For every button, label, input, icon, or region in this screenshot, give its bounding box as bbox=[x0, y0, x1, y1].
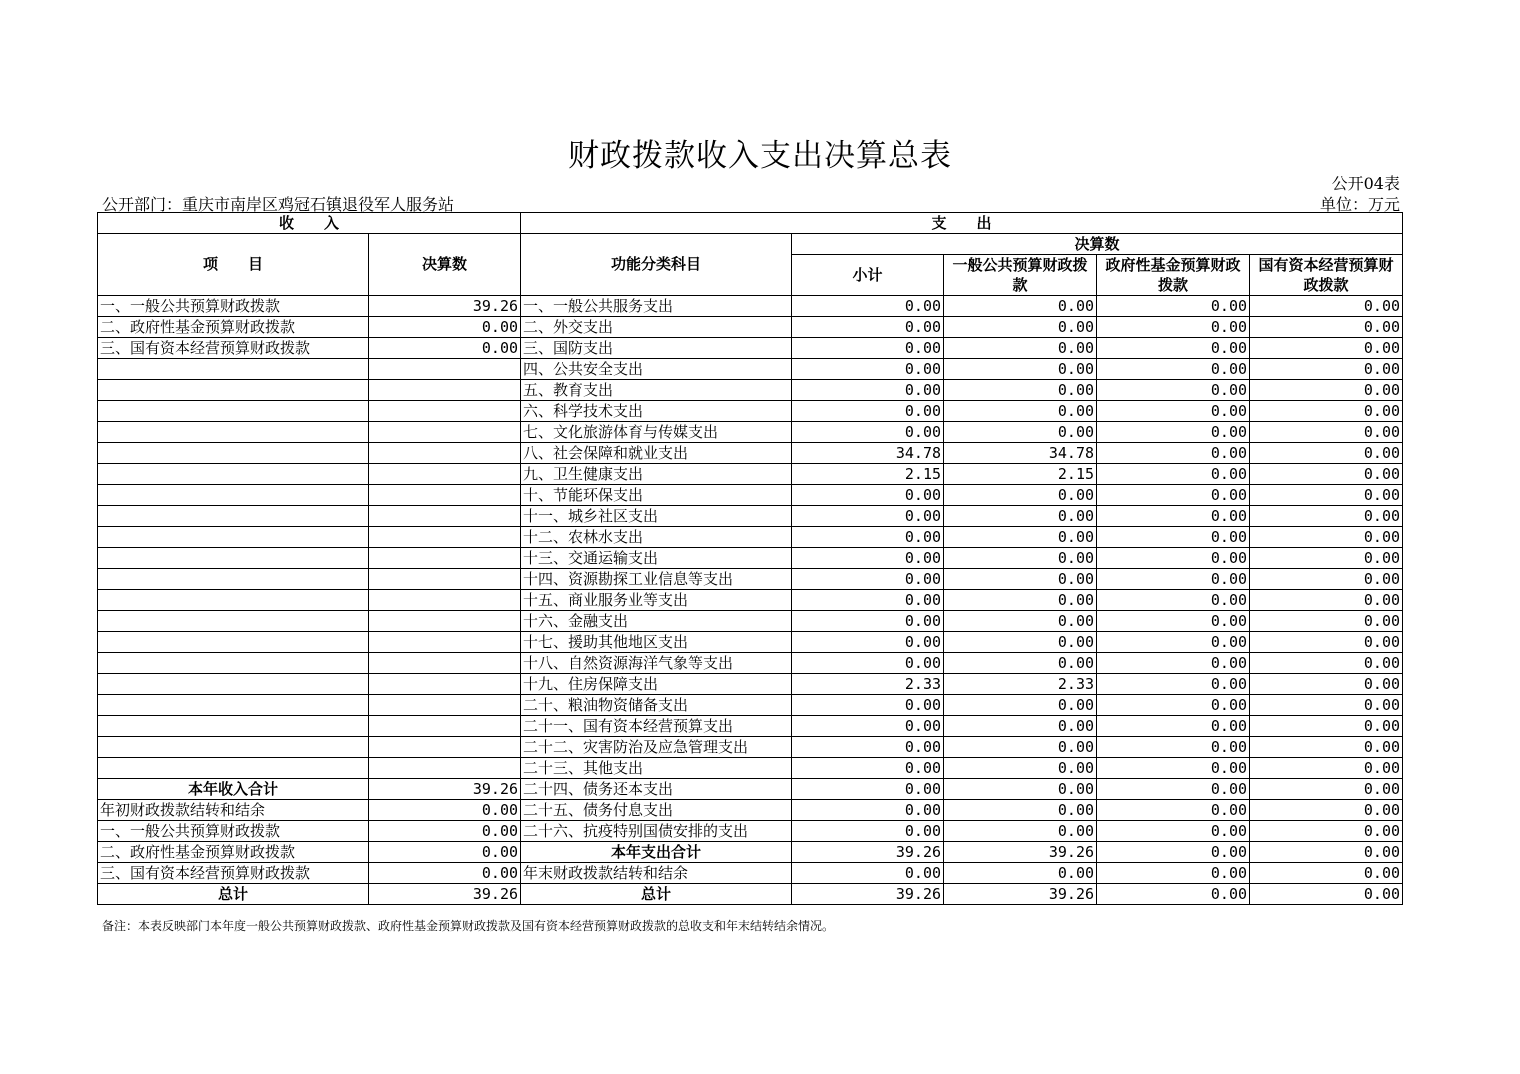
state-capital-cell: 0.00 bbox=[1250, 821, 1403, 842]
expense-category-cell: 二十二、灾害防治及应急管理支出 bbox=[521, 737, 792, 758]
state-capital-cell: 0.00 bbox=[1250, 758, 1403, 779]
subtotal-cell: 0.00 bbox=[792, 695, 944, 716]
income-amount-cell: 0.00 bbox=[369, 338, 521, 359]
income-amount-cell bbox=[369, 695, 521, 716]
table-row bbox=[98, 338, 1403, 359]
expense-category-cell: 二十六、抗疫特别国债安排的支出 bbox=[521, 821, 792, 842]
state-capital-cell: 0.00 bbox=[1250, 338, 1403, 359]
general-budget-cell: 0.00 bbox=[944, 317, 1097, 338]
state-capital-cell: 0.00 bbox=[1250, 611, 1403, 632]
subtotal-cell: 39.26 bbox=[792, 884, 944, 905]
general-budget-cell: 0.00 bbox=[944, 716, 1097, 737]
state-capital-cell: 0.00 bbox=[1250, 863, 1403, 884]
general-budget-cell: 0.00 bbox=[944, 527, 1097, 548]
fund-budget-cell: 0.00 bbox=[1097, 737, 1250, 758]
income-amount-cell bbox=[369, 548, 521, 569]
income-amount-cell bbox=[369, 527, 521, 548]
table-row bbox=[98, 674, 1403, 695]
income-item-cell bbox=[98, 527, 369, 548]
state-capital-cell: 0.00 bbox=[1250, 359, 1403, 380]
fund-budget-cell: 0.00 bbox=[1097, 527, 1250, 548]
state-capital-cell: 0.00 bbox=[1250, 590, 1403, 611]
income-item-cell bbox=[98, 464, 369, 485]
income-amount-cell bbox=[369, 716, 521, 737]
amount-header: 决算数 bbox=[369, 234, 521, 296]
table-row bbox=[98, 359, 1403, 380]
state-capital-cell: 0.00 bbox=[1250, 485, 1403, 506]
income-amount-cell bbox=[369, 569, 521, 590]
income-item-cell bbox=[98, 695, 369, 716]
general-budget-cell: 0.00 bbox=[944, 359, 1097, 380]
state-capital-cell: 0.00 bbox=[1250, 569, 1403, 590]
subtotal-cell: 0.00 bbox=[792, 527, 944, 548]
fund-budget-cell: 0.00 bbox=[1097, 401, 1250, 422]
state-capital-cell: 0.00 bbox=[1250, 380, 1403, 401]
state-capital-cell: 0.00 bbox=[1250, 716, 1403, 737]
subtotal-cell: 0.00 bbox=[792, 485, 944, 506]
subtotal-cell: 0.00 bbox=[792, 611, 944, 632]
table-row bbox=[98, 758, 1403, 779]
subtotal-cell: 0.00 bbox=[792, 317, 944, 338]
table-row bbox=[98, 716, 1403, 737]
income-amount-cell bbox=[369, 506, 521, 527]
expense-category-cell: 十三、交通运输支出 bbox=[521, 548, 792, 569]
general-budget-cell: 0.00 bbox=[944, 758, 1097, 779]
expense-category-cell: 十一、城乡社区支出 bbox=[521, 506, 792, 527]
income-item-cell bbox=[98, 548, 369, 569]
income-amount-cell bbox=[369, 674, 521, 695]
subtotal-cell: 0.00 bbox=[792, 359, 944, 380]
general-budget-cell: 39.26 bbox=[944, 842, 1097, 863]
table-body bbox=[98, 296, 1403, 905]
income-item-cell bbox=[98, 737, 369, 758]
table-row bbox=[98, 863, 1403, 884]
general-budget-cell: 39.26 bbox=[944, 884, 1097, 905]
income-item-cell bbox=[98, 422, 369, 443]
table-row bbox=[98, 800, 1403, 821]
income-amount-cell bbox=[369, 422, 521, 443]
income-amount-cell: 0.00 bbox=[369, 317, 521, 338]
subtotal-cell: 0.00 bbox=[792, 401, 944, 422]
general-budget-cell: 0.00 bbox=[944, 590, 1097, 611]
expense-category-cell: 三、国防支出 bbox=[521, 338, 792, 359]
expense-category-cell: 四、公共安全支出 bbox=[521, 359, 792, 380]
table-row bbox=[98, 485, 1403, 506]
table-row bbox=[98, 401, 1403, 422]
income-item-cell bbox=[98, 401, 369, 422]
subtotal-cell: 2.15 bbox=[792, 464, 944, 485]
table-row bbox=[98, 506, 1403, 527]
fund-budget-cell: 0.00 bbox=[1097, 653, 1250, 674]
fund-budget-cell: 0.00 bbox=[1097, 464, 1250, 485]
income-amount-cell: 39.26 bbox=[369, 884, 521, 905]
subtotal-cell: 0.00 bbox=[792, 548, 944, 569]
income-item-cell bbox=[98, 380, 369, 401]
income-item-cell: 本年收入合计 bbox=[98, 779, 369, 800]
income-item-cell bbox=[98, 590, 369, 611]
income-item-cell: 三、国有资本经营预算财政拨款 bbox=[98, 863, 369, 884]
fund-budget-cell: 0.00 bbox=[1097, 779, 1250, 800]
state-capital-cell: 0.00 bbox=[1250, 443, 1403, 464]
subtotal-cell: 39.26 bbox=[792, 842, 944, 863]
table-row bbox=[98, 527, 1403, 548]
fund-budget-cell: 0.00 bbox=[1097, 884, 1250, 905]
page-title: 财政拨款收入支出决算总表 bbox=[568, 138, 952, 174]
general-budget-cell: 0.00 bbox=[944, 800, 1097, 821]
table-row bbox=[98, 842, 1403, 863]
general-budget-cell: 2.15 bbox=[944, 464, 1097, 485]
fund-budget-cell: 0.00 bbox=[1097, 611, 1250, 632]
general-budget-cell: 34.78 bbox=[944, 443, 1097, 464]
fund-budget-cell: 0.00 bbox=[1097, 422, 1250, 443]
state-capital-cell: 0.00 bbox=[1250, 779, 1403, 800]
state-capital-cell: 0.00 bbox=[1250, 674, 1403, 695]
expense-category-cell: 十七、援助其他地区支出 bbox=[521, 632, 792, 653]
table-row bbox=[98, 380, 1403, 401]
subtotal-cell: 0.00 bbox=[792, 422, 944, 443]
subtotal-cell: 0.00 bbox=[792, 863, 944, 884]
subtotal-cell: 0.00 bbox=[792, 338, 944, 359]
income-amount-cell bbox=[369, 590, 521, 611]
subtotal-cell: 0.00 bbox=[792, 506, 944, 527]
expense-category-cell: 二十四、债务还本支出 bbox=[521, 779, 792, 800]
table-row bbox=[98, 422, 1403, 443]
subtotal-cell: 0.00 bbox=[792, 653, 944, 674]
income-amount-cell bbox=[369, 611, 521, 632]
subtotal-cell: 0.00 bbox=[792, 821, 944, 842]
income-amount-cell: 0.00 bbox=[369, 821, 521, 842]
state-capital-cell: 0.00 bbox=[1250, 842, 1403, 863]
state-capital-cell: 0.00 bbox=[1250, 884, 1403, 905]
subtotal-cell: 0.00 bbox=[792, 779, 944, 800]
income-item-cell: 一、一般公共预算财政拨款 bbox=[98, 296, 369, 317]
expense-category-cell: 二十三、其他支出 bbox=[521, 758, 792, 779]
income-amount-cell: 0.00 bbox=[369, 800, 521, 821]
income-item-cell bbox=[98, 611, 369, 632]
fund-budget-header: 政府性基金预算财政拨款 bbox=[1097, 255, 1250, 296]
state-capital-cell: 0.00 bbox=[1250, 695, 1403, 716]
state-capital-cell: 0.00 bbox=[1250, 653, 1403, 674]
general-budget-cell: 0.00 bbox=[944, 863, 1097, 884]
expense-category-cell: 年末财政拨款结转和结余 bbox=[521, 863, 792, 884]
expense-category-cell: 十四、资源勘探工业信息等支出 bbox=[521, 569, 792, 590]
income-amount-cell: 39.26 bbox=[369, 296, 521, 317]
general-budget-cell: 0.00 bbox=[944, 338, 1097, 359]
table-row bbox=[98, 296, 1403, 317]
fund-budget-cell: 0.00 bbox=[1097, 821, 1250, 842]
general-budget-cell: 0.00 bbox=[944, 296, 1097, 317]
state-capital-cell: 0.00 bbox=[1250, 548, 1403, 569]
expense-category-cell: 七、文化旅游体育与传媒支出 bbox=[521, 422, 792, 443]
budget-summary-table bbox=[97, 212, 1403, 905]
subtotal-cell: 0.00 bbox=[792, 716, 944, 737]
income-item-cell: 三、国有资本经营预算财政拨款 bbox=[98, 338, 369, 359]
income-amount-cell: 0.00 bbox=[369, 863, 521, 884]
general-budget-cell: 0.00 bbox=[944, 737, 1097, 758]
subtotal-cell: 0.00 bbox=[792, 590, 944, 611]
expense-category-cell: 十五、商业服务业等支出 bbox=[521, 590, 792, 611]
expense-category-cell: 二十五、债务付息支出 bbox=[521, 800, 792, 821]
subtotal-cell: 0.00 bbox=[792, 296, 944, 317]
general-budget-cell: 0.00 bbox=[944, 380, 1097, 401]
income-item-cell bbox=[98, 632, 369, 653]
fund-budget-cell: 0.00 bbox=[1097, 506, 1250, 527]
general-budget-cell: 0.00 bbox=[944, 611, 1097, 632]
income-item-cell: 二、政府性基金预算财政拨款 bbox=[98, 842, 369, 863]
table-row bbox=[98, 611, 1403, 632]
state-capital-cell: 0.00 bbox=[1250, 800, 1403, 821]
state-capital-cell: 0.00 bbox=[1250, 632, 1403, 653]
income-amount-cell bbox=[369, 443, 521, 464]
general-budget-cell: 0.00 bbox=[944, 485, 1097, 506]
expense-category-cell: 九、卫生健康支出 bbox=[521, 464, 792, 485]
expense-header: 支 出 bbox=[521, 213, 1403, 234]
income-item-cell bbox=[98, 485, 369, 506]
state-capital-cell: 0.00 bbox=[1250, 296, 1403, 317]
unit-label: 单位：万元 bbox=[1319, 195, 1400, 214]
state-capital-cell: 0.00 bbox=[1250, 737, 1403, 758]
income-amount-cell bbox=[369, 485, 521, 506]
table-row bbox=[98, 653, 1403, 674]
income-item-cell: 总计 bbox=[98, 884, 369, 905]
expense-category-cell: 十八、自然资源海洋气象等支出 bbox=[521, 653, 792, 674]
general-budget-header: 一般公共预算财政拨款 bbox=[944, 255, 1097, 296]
state-capital-cell: 0.00 bbox=[1250, 422, 1403, 443]
fund-budget-cell: 0.00 bbox=[1097, 758, 1250, 779]
general-budget-cell: 0.00 bbox=[944, 632, 1097, 653]
income-amount-cell bbox=[369, 359, 521, 380]
state-capital-cell: 0.00 bbox=[1250, 401, 1403, 422]
fund-budget-cell: 0.00 bbox=[1097, 590, 1250, 611]
state-capital-cell: 0.00 bbox=[1250, 506, 1403, 527]
general-budget-cell: 2.33 bbox=[944, 674, 1097, 695]
state-capital-cell: 0.00 bbox=[1250, 464, 1403, 485]
subtotal-cell: 0.00 bbox=[792, 758, 944, 779]
table-row bbox=[98, 632, 1403, 653]
expense-category-cell: 五、教育支出 bbox=[521, 380, 792, 401]
table-row bbox=[98, 569, 1403, 590]
income-amount-cell bbox=[369, 464, 521, 485]
fund-budget-cell: 0.00 bbox=[1097, 842, 1250, 863]
footnote: 备注：本表反映部门本年度一般公共预算财政拨款、政府性基金预算财政拨款及国有资本经营预算财政拨款的总收支和年末结转结余情况。 bbox=[102, 919, 835, 933]
table-row bbox=[98, 464, 1403, 485]
income-amount-cell bbox=[369, 632, 521, 653]
income-item-cell bbox=[98, 716, 369, 737]
subtotal-cell: 34.78 bbox=[792, 443, 944, 464]
income-item-cell: 一、一般公共预算财政拨款 bbox=[98, 821, 369, 842]
department-label: 公开部门：重庆市南岸区鸡冠石镇退役军人服务站 bbox=[102, 195, 455, 214]
table-row bbox=[98, 590, 1403, 611]
general-budget-cell: 0.00 bbox=[944, 695, 1097, 716]
table-row bbox=[98, 695, 1403, 716]
income-amount-cell: 39.26 bbox=[369, 779, 521, 800]
table-row bbox=[98, 443, 1403, 464]
income-item-cell bbox=[98, 569, 369, 590]
expense-category-cell: 二、外交支出 bbox=[521, 317, 792, 338]
fund-budget-cell: 0.00 bbox=[1097, 548, 1250, 569]
expense-category-cell: 本年支出合计 bbox=[521, 842, 792, 863]
subtotal-cell: 2.33 bbox=[792, 674, 944, 695]
fund-budget-cell: 0.00 bbox=[1097, 443, 1250, 464]
category-header: 功能分类科目 bbox=[521, 234, 792, 296]
income-amount-cell bbox=[369, 758, 521, 779]
subtotal-cell: 0.00 bbox=[792, 632, 944, 653]
fund-budget-cell: 0.00 bbox=[1097, 695, 1250, 716]
general-budget-cell: 0.00 bbox=[944, 401, 1097, 422]
expense-category-cell: 十、节能环保支出 bbox=[521, 485, 792, 506]
fund-budget-cell: 0.00 bbox=[1097, 338, 1250, 359]
income-amount-cell bbox=[369, 401, 521, 422]
table-row bbox=[98, 737, 1403, 758]
income-item-cell bbox=[98, 359, 369, 380]
table-row bbox=[98, 317, 1403, 338]
subtotal-cell: 0.00 bbox=[792, 800, 944, 821]
fund-budget-cell: 0.00 bbox=[1097, 317, 1250, 338]
expense-category-cell: 六、科学技术支出 bbox=[521, 401, 792, 422]
expense-category-cell: 二十、粮油物资储备支出 bbox=[521, 695, 792, 716]
subtotal-header: 小计 bbox=[792, 255, 944, 296]
fund-budget-cell: 0.00 bbox=[1097, 485, 1250, 506]
general-budget-cell: 0.00 bbox=[944, 653, 1097, 674]
item-header: 项 目 bbox=[98, 234, 369, 296]
income-amount-cell bbox=[369, 380, 521, 401]
fund-budget-cell: 0.00 bbox=[1097, 716, 1250, 737]
fund-budget-cell: 0.00 bbox=[1097, 359, 1250, 380]
income-item-cell bbox=[98, 443, 369, 464]
subtotal-cell: 0.00 bbox=[792, 569, 944, 590]
income-header: 收 入 bbox=[98, 213, 521, 234]
expense-category-cell: 十二、农林水支出 bbox=[521, 527, 792, 548]
general-budget-cell: 0.00 bbox=[944, 506, 1097, 527]
table-row bbox=[98, 821, 1403, 842]
subtotal-cell: 0.00 bbox=[792, 737, 944, 758]
income-amount-cell: 0.00 bbox=[369, 842, 521, 863]
expense-category-cell: 十六、金融支出 bbox=[521, 611, 792, 632]
expense-category-cell: 八、社会保障和就业支出 bbox=[521, 443, 792, 464]
form-number: 公开04表 bbox=[1331, 174, 1400, 193]
table-row bbox=[98, 884, 1403, 905]
income-item-cell: 年初财政拨款结转和结余 bbox=[98, 800, 369, 821]
income-item-cell bbox=[98, 506, 369, 527]
fund-budget-cell: 0.00 bbox=[1097, 800, 1250, 821]
table-row bbox=[98, 548, 1403, 569]
income-amount-cell bbox=[369, 653, 521, 674]
income-item-cell bbox=[98, 653, 369, 674]
state-capital-header: 国有资本经营预算财政拨款 bbox=[1250, 255, 1403, 296]
income-item-cell bbox=[98, 758, 369, 779]
income-item-cell: 二、政府性基金预算财政拨款 bbox=[98, 317, 369, 338]
general-budget-cell: 0.00 bbox=[944, 422, 1097, 443]
fund-budget-cell: 0.00 bbox=[1097, 863, 1250, 884]
general-budget-cell: 0.00 bbox=[944, 548, 1097, 569]
expense-category-cell: 总计 bbox=[521, 884, 792, 905]
fund-budget-cell: 0.00 bbox=[1097, 569, 1250, 590]
fund-budget-cell: 0.00 bbox=[1097, 380, 1250, 401]
subtotal-cell: 0.00 bbox=[792, 380, 944, 401]
fund-budget-cell: 0.00 bbox=[1097, 296, 1250, 317]
state-capital-cell: 0.00 bbox=[1250, 527, 1403, 548]
general-budget-cell: 0.00 bbox=[944, 569, 1097, 590]
income-item-cell bbox=[98, 674, 369, 695]
fund-budget-cell: 0.00 bbox=[1097, 632, 1250, 653]
income-amount-cell bbox=[369, 737, 521, 758]
final-amount-header: 决算数 bbox=[792, 234, 1403, 255]
expense-category-cell: 十九、住房保障支出 bbox=[521, 674, 792, 695]
expense-category-cell: 二十一、国有资本经营预算支出 bbox=[521, 716, 792, 737]
state-capital-cell: 0.00 bbox=[1250, 317, 1403, 338]
fund-budget-cell: 0.00 bbox=[1097, 674, 1250, 695]
general-budget-cell: 0.00 bbox=[944, 779, 1097, 800]
general-budget-cell: 0.00 bbox=[944, 821, 1097, 842]
expense-category-cell: 一、一般公共服务支出 bbox=[521, 296, 792, 317]
table-row bbox=[98, 779, 1403, 800]
